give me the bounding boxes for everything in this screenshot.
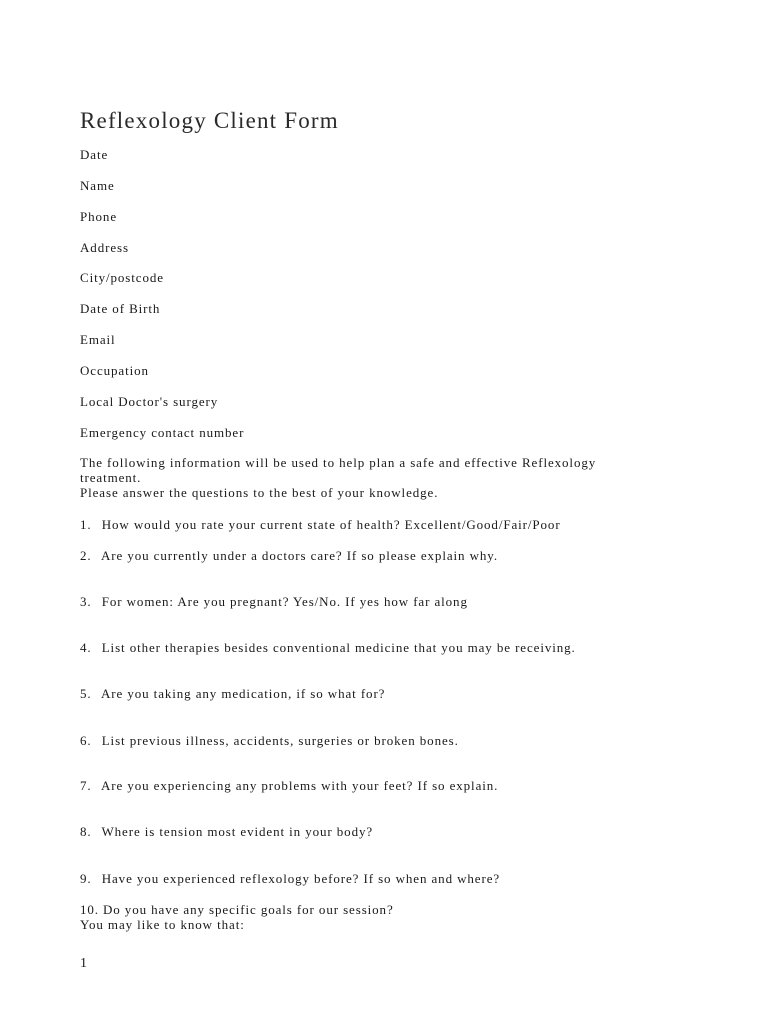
question-5 — [80, 686, 385, 701]
field-name: Name — [80, 178, 115, 193]
intro-line-3: Please answer the questions to the best of your knowledge. — [80, 485, 439, 500]
intro-line-2: treatment. — [80, 470, 142, 485]
question-text: Are you experiencing any problems with your feet? If so explain. — [101, 778, 499, 793]
question-9 — [80, 871, 500, 886]
field-occupation: Occupation — [80, 363, 149, 378]
page-title: Reflexology Client Form — [80, 108, 339, 133]
question-text: List other therapies besides conventional medicine that you may be receiving. — [101, 640, 576, 655]
question-text: List previous illness, accidents, surgeries or broken bones. — [101, 733, 459, 748]
question-2 — [80, 548, 498, 563]
question-text: Are you currently under a doctors care? If so please explain why. — [101, 548, 498, 563]
page-number: 1 — [80, 956, 87, 971]
question-number: 6. — [80, 733, 92, 748]
question-text: Where is tension most evident in your body? — [101, 824, 374, 839]
field-emergency-contact: Emergency contact number — [80, 425, 245, 440]
question-text: How would you rate your current state of health? Excellent/Good/Fair/Poor — [101, 517, 561, 532]
question-3 — [80, 594, 468, 609]
field-date: Date — [80, 147, 109, 162]
question-10-block — [80, 902, 680, 932]
question-4 — [80, 640, 576, 655]
question-7 — [80, 778, 498, 793]
question-number: 3. — [80, 594, 92, 609]
closing-line: You may like to know that: — [80, 917, 245, 932]
question-8 — [80, 824, 373, 839]
question-text: Are you taking any medication, if so what for? — [101, 686, 386, 701]
field-address: Address — [80, 240, 129, 255]
question-number: 5. — [80, 686, 92, 701]
question-6 — [80, 733, 459, 748]
field-phone: Phone — [80, 209, 117, 224]
question-number: 7. — [80, 778, 92, 793]
field-date-of-birth: Date of Birth — [80, 301, 161, 316]
question-number: 4. — [80, 640, 92, 655]
intro-line-1: The following information will be used to help plan a safe and effective Reflexology — [80, 455, 597, 470]
question-number: 1. — [80, 517, 92, 532]
question-number: 8. — [80, 824, 92, 839]
question-text: Do you have any specific goals for our session? — [102, 902, 394, 917]
question-10 — [80, 902, 680, 917]
question-number: 10. — [80, 902, 99, 917]
question-number: 9. — [80, 871, 92, 886]
intro-paragraph — [80, 455, 680, 500]
question-text: For women: Are you pregnant? Yes/No. If yes how far along — [101, 594, 468, 609]
field-email: Email — [80, 332, 116, 347]
field-local-doctors-surgery: Local Doctor's surgery — [80, 394, 219, 409]
question-text: Have you experienced reflexology before? If so when and where? — [101, 871, 501, 886]
question-number: 2. — [80, 548, 92, 563]
field-city-postcode: City/postcode — [80, 270, 164, 285]
question-1 — [80, 517, 561, 532]
